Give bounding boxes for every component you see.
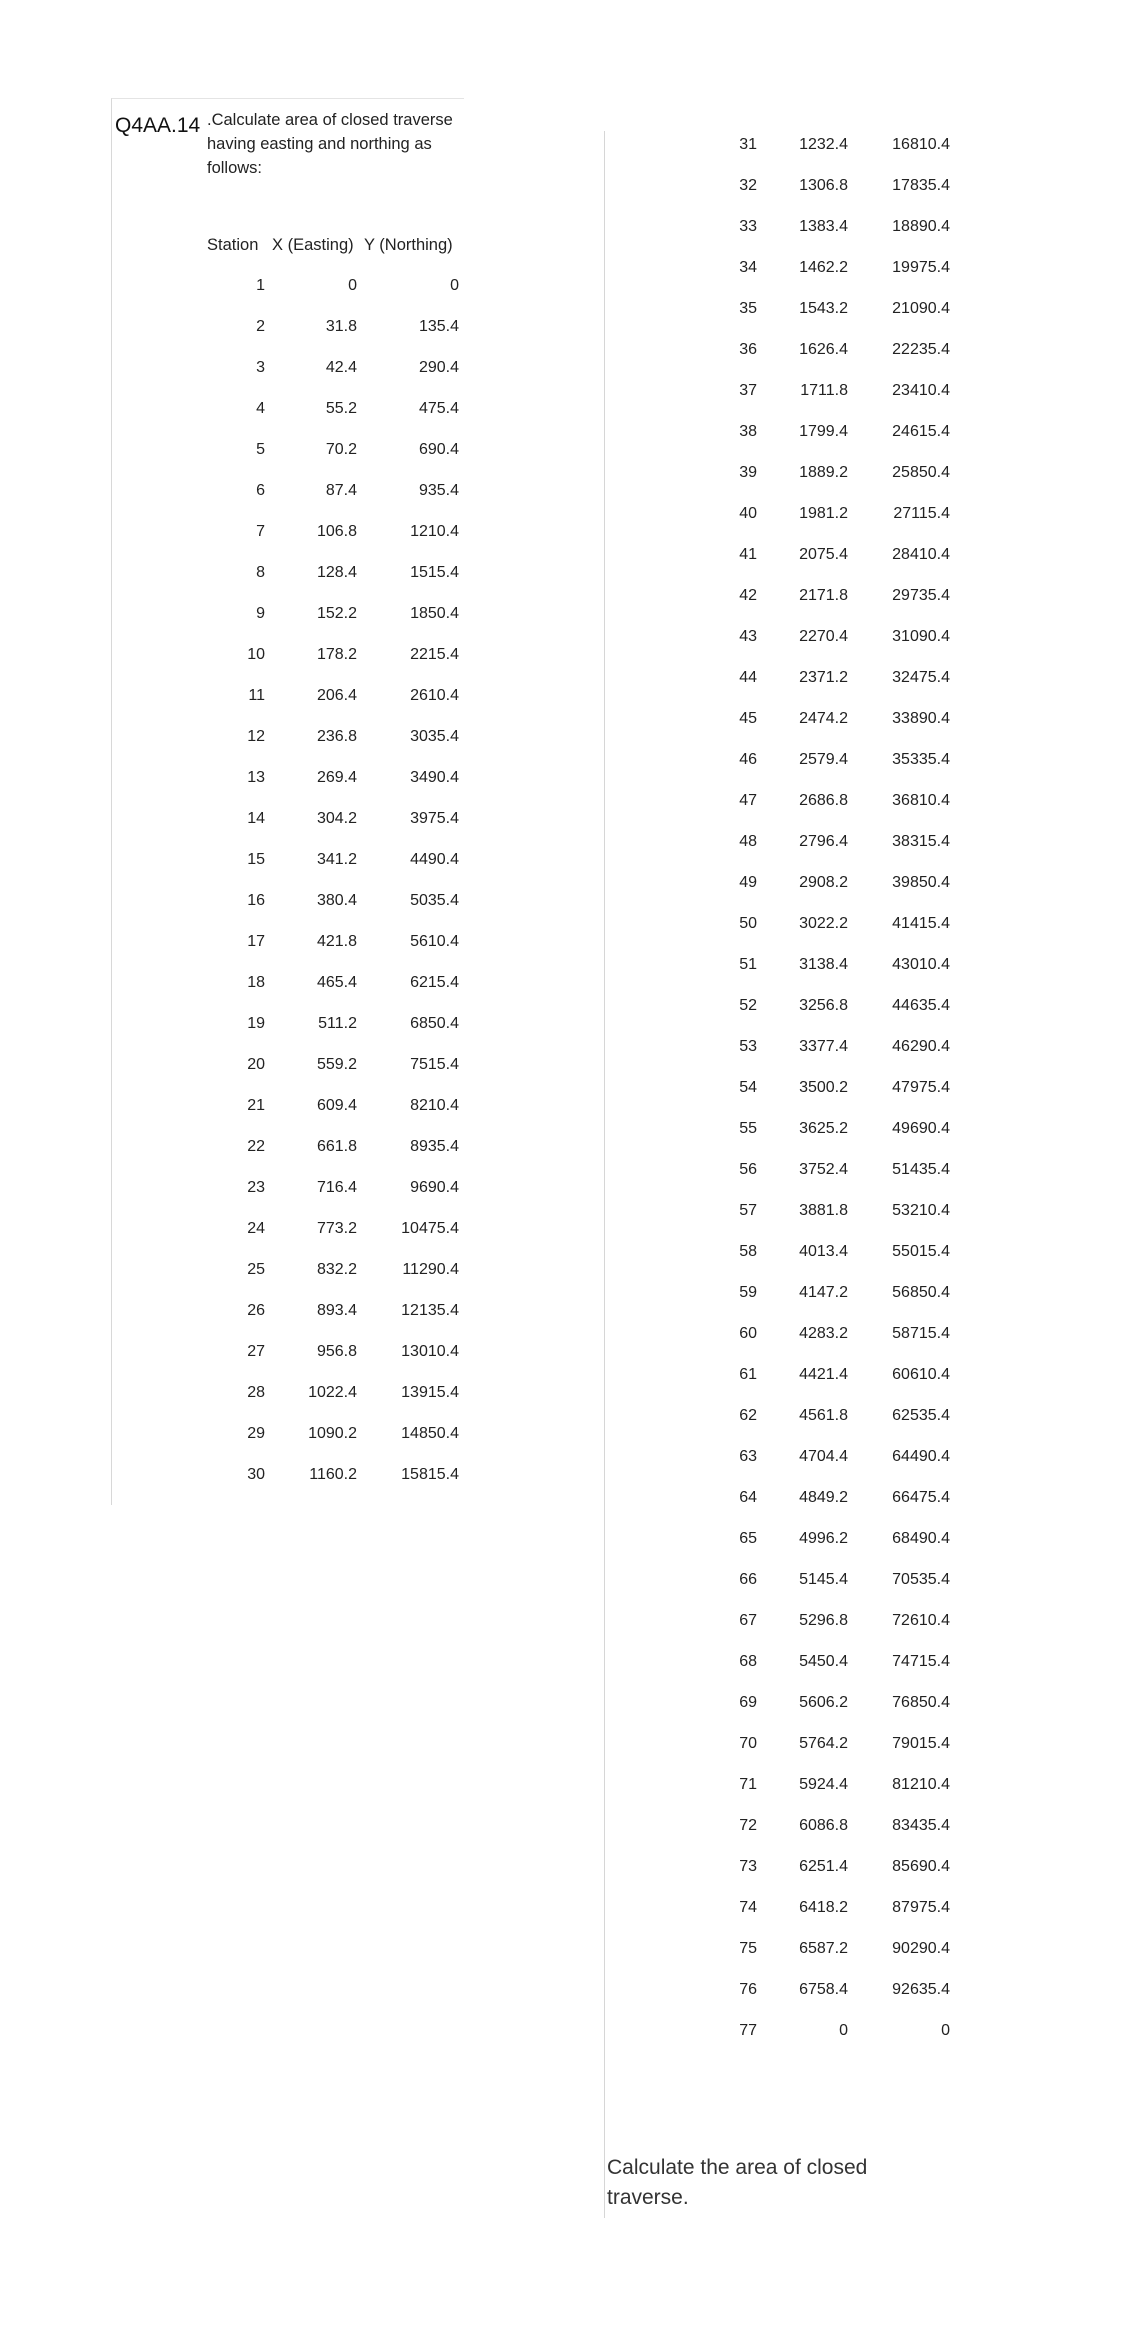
station-cell: 57 [739, 1202, 757, 1219]
northing-cell: 7515.4 [410, 1056, 459, 1073]
easting-cell: 1383.4 [799, 218, 848, 235]
station-cell: 20 [247, 1056, 265, 1073]
northing-cell: 5035.4 [410, 892, 459, 909]
station-cell: 5 [256, 441, 265, 458]
northing-cell: 44635.4 [892, 997, 950, 1014]
northing-cell: 21090.4 [892, 300, 950, 317]
northing-cell: 33890.4 [892, 710, 950, 727]
easting-cell: 4283.2 [799, 1325, 848, 1342]
northing-cell: 79015.4 [892, 1735, 950, 1752]
station-cell: 11 [248, 687, 265, 704]
easting-cell: 3138.4 [799, 956, 848, 973]
easting-cell: 2686.8 [799, 792, 848, 809]
easting-cell: 3881.8 [799, 1202, 848, 1219]
easting-cell: 716.4 [316, 1179, 357, 1196]
northing-cell: 85690.4 [892, 1858, 950, 1875]
northing-cell: 55015.4 [892, 1243, 950, 1260]
easting-cell: 0 [348, 277, 357, 294]
northing-cell: 475.4 [418, 400, 459, 417]
station-cell: 6 [256, 482, 265, 499]
northing-cell: 39850.4 [892, 874, 950, 891]
station-cell: 30 [247, 1466, 265, 1483]
northing-cell: 9690.4 [410, 1179, 459, 1196]
station-cell: 51 [739, 956, 757, 973]
northing-cell: 3975.4 [410, 810, 459, 827]
northing-cell: 66475.4 [892, 1489, 950, 1506]
station-cell: 15 [247, 851, 265, 868]
easting-cell: 70.2 [325, 441, 357, 458]
station-cell: 65 [739, 1530, 757, 1547]
northing-cell: 35335.4 [892, 751, 950, 768]
easting-cell: 5764.2 [799, 1735, 848, 1752]
northing-cell: 70535.4 [892, 1571, 950, 1588]
northing-cell: 74715.4 [892, 1653, 950, 1670]
station-cell: 52 [739, 997, 757, 1014]
easting-cell: 2579.4 [799, 751, 848, 768]
northing-cell: 83435.4 [892, 1817, 950, 1834]
station-cell: 3 [256, 359, 265, 376]
easting-cell: 559.2 [316, 1056, 357, 1073]
easting-cell: 465.4 [316, 974, 357, 991]
station-cell: 18 [247, 974, 265, 991]
station-cell: 68 [739, 1653, 757, 1670]
northing-cell: 29735.4 [892, 587, 950, 604]
station-cell: 19 [247, 1015, 265, 1032]
northing-cell: 8935.4 [410, 1138, 459, 1155]
easting-cell: 55.2 [325, 400, 357, 417]
station-cell: 14 [247, 810, 265, 827]
easting-cell: 2270.4 [799, 628, 848, 645]
northing-cell: 92635.4 [892, 1981, 950, 1998]
easting-cell: 31.8 [325, 318, 357, 335]
station-cell: 72 [739, 1817, 757, 1834]
northing-cell: 47975.4 [892, 1079, 950, 1096]
easting-cell: 6418.2 [799, 1899, 848, 1916]
northing-cell: 90290.4 [892, 1940, 950, 1957]
northing-cell: 36810.4 [892, 792, 950, 809]
northing-cell: 14850.4 [401, 1425, 459, 1442]
northing-cell: 15815.4 [401, 1466, 459, 1483]
easting-cell: 5145.4 [799, 1571, 848, 1588]
station-cell: 32 [739, 177, 757, 194]
easting-cell: 5924.4 [799, 1776, 848, 1793]
easting-cell: 6251.4 [799, 1858, 848, 1875]
easting-cell: 4013.4 [799, 1243, 848, 1260]
easting-cell: 0 [839, 2022, 848, 2039]
station-cell: 27 [247, 1343, 265, 1360]
station-cell: 47 [739, 792, 757, 809]
station-cell: 1 [256, 277, 265, 294]
station-cell: 54 [739, 1079, 757, 1096]
easting-cell: 2796.4 [799, 833, 848, 850]
station-cell: 39 [739, 464, 757, 481]
easting-cell: 773.2 [316, 1220, 357, 1237]
northing-cell: 81210.4 [892, 1776, 950, 1793]
northing-cell: 51435.4 [892, 1161, 950, 1178]
easting-cell: 1160.2 [309, 1466, 357, 1483]
header-northing: Y (Northing) [364, 236, 453, 254]
easting-cell: 511.2 [318, 1015, 357, 1032]
station-cell: 59 [739, 1284, 757, 1301]
station-cell: 67 [739, 1612, 757, 1629]
header-easting: X (Easting) [272, 236, 354, 254]
easting-cell: 3256.8 [799, 997, 848, 1014]
northing-cell: 41415.4 [892, 915, 950, 932]
northing-cell: 16810.4 [892, 136, 950, 153]
easting-cell: 661.8 [316, 1138, 357, 1155]
northing-cell: 1210.4 [410, 523, 459, 540]
easting-cell: 1799.4 [799, 423, 848, 440]
easting-cell: 1889.2 [799, 464, 848, 481]
station-cell: 40 [739, 505, 757, 522]
northing-cell: 8210.4 [410, 1097, 459, 1114]
easting-cell: 421.8 [316, 933, 357, 950]
northing-cell: 32475.4 [892, 669, 950, 686]
northing-cell: 64490.4 [892, 1448, 950, 1465]
easting-cell: 4849.2 [799, 1489, 848, 1506]
station-cell: 44 [739, 669, 757, 686]
northing-cell: 1850.4 [410, 605, 459, 622]
northing-cell: 290.4 [418, 359, 459, 376]
northing-cell: 6215.4 [410, 974, 459, 991]
northing-cell: 6850.4 [410, 1015, 459, 1032]
easting-cell: 4704.4 [799, 1448, 848, 1465]
header-station: Station [207, 236, 259, 254]
easting-cell: 956.8 [316, 1343, 357, 1360]
easting-cell: 6758.4 [799, 1981, 848, 1998]
northing-cell: 38315.4 [892, 833, 950, 850]
station-cell: 29 [247, 1425, 265, 1442]
easting-cell: 5606.2 [799, 1694, 848, 1711]
easting-cell: 6587.2 [799, 1940, 848, 1957]
northing-cell: 13010.4 [401, 1343, 459, 1360]
question-text: .Calculate area of closed traverse having easting and northing as follows: [207, 111, 453, 177]
northing-cell: 935.4 [418, 482, 459, 499]
station-cell: 50 [739, 915, 757, 932]
northing-cell: 68490.4 [892, 1530, 950, 1547]
station-cell: 22 [247, 1138, 265, 1155]
station-cell: 74 [739, 1899, 757, 1916]
easting-cell: 206.4 [316, 687, 357, 704]
station-cell: 42 [739, 587, 757, 604]
easting-cell: 3752.4 [799, 1161, 848, 1178]
easting-cell: 5296.8 [799, 1612, 848, 1629]
station-cell: 10 [247, 646, 265, 663]
northing-cell: 24615.4 [892, 423, 950, 440]
station-cell: 66 [739, 1571, 757, 1588]
easting-cell: 2371.2 [799, 669, 848, 686]
station-cell: 64 [739, 1489, 757, 1506]
easting-cell: 832.2 [316, 1261, 357, 1278]
easting-cell: 2075.4 [799, 546, 848, 563]
station-cell: 2 [256, 318, 265, 335]
station-cell: 17 [247, 933, 265, 950]
northing-cell: 2610.4 [410, 687, 459, 704]
station-cell: 62 [739, 1407, 757, 1424]
station-cell: 34 [739, 259, 757, 276]
station-cell: 33 [739, 218, 757, 235]
easting-cell: 4996.2 [799, 1530, 848, 1547]
northing-cell: 18890.4 [892, 218, 950, 235]
easting-cell: 4421.4 [799, 1366, 848, 1383]
easting-cell: 304.2 [316, 810, 357, 827]
northing-cell: 58715.4 [892, 1325, 950, 1342]
station-cell: 21 [247, 1097, 265, 1114]
northing-cell: 31090.4 [892, 628, 950, 645]
easting-cell: 1711.8 [800, 382, 848, 399]
easting-cell: 1981.2 [799, 505, 848, 522]
northing-cell: 49690.4 [892, 1120, 950, 1137]
station-cell: 23 [247, 1179, 265, 1196]
station-cell: 70 [739, 1735, 757, 1752]
station-cell: 58 [739, 1243, 757, 1260]
question-id: Q4AA.14 [115, 114, 201, 137]
northing-cell: 46290.4 [892, 1038, 950, 1055]
easting-cell: 128.4 [316, 564, 357, 581]
northing-cell: 87975.4 [892, 1899, 950, 1916]
northing-cell: 23410.4 [892, 382, 950, 399]
station-cell: 26 [247, 1302, 265, 1319]
station-cell: 46 [739, 751, 757, 768]
station-cell: 36 [739, 341, 757, 358]
northing-cell: 10475.4 [401, 1220, 459, 1237]
station-cell: 60 [739, 1325, 757, 1342]
northing-cell: 17835.4 [892, 177, 950, 194]
easting-cell: 1462.2 [799, 259, 848, 276]
northing-cell: 0 [450, 277, 459, 294]
station-cell: 16 [247, 892, 265, 909]
easting-cell: 152.2 [316, 605, 357, 622]
easting-cell: 5450.4 [799, 1653, 848, 1670]
northing-cell: 12135.4 [401, 1302, 459, 1319]
footer-prompt: Calculate the area of closed traverse. [607, 2156, 868, 2209]
easting-cell: 106.8 [316, 523, 357, 540]
easting-cell: 42.4 [325, 359, 357, 376]
northing-cell: 43010.4 [892, 956, 950, 973]
station-cell: 55 [739, 1120, 757, 1137]
station-cell: 45 [739, 710, 757, 727]
station-cell: 41 [739, 546, 757, 563]
easting-cell: 1543.2 [799, 300, 848, 317]
northing-cell: 135.4 [418, 318, 459, 335]
northing-cell: 53210.4 [892, 1202, 950, 1219]
easting-cell: 380.4 [316, 892, 357, 909]
easting-cell: 1626.4 [799, 341, 848, 358]
station-cell: 37 [739, 382, 757, 399]
northing-cell: 0 [941, 2022, 950, 2039]
easting-cell: 1306.8 [799, 177, 848, 194]
northing-cell: 3035.4 [410, 728, 459, 745]
northing-cell: 72610.4 [892, 1612, 950, 1629]
northing-cell: 22235.4 [892, 341, 950, 358]
station-cell: 71 [739, 1776, 757, 1793]
northing-cell: 25850.4 [892, 464, 950, 481]
northing-cell: 2215.4 [410, 646, 459, 663]
station-cell: 63 [739, 1448, 757, 1465]
easting-cell: 269.4 [316, 769, 357, 786]
station-cell: 31 [739, 136, 757, 153]
easting-cell: 609.4 [316, 1097, 357, 1114]
easting-cell: 1232.4 [799, 136, 848, 153]
northing-cell: 1515.4 [410, 564, 459, 581]
easting-cell: 2474.2 [799, 710, 848, 727]
easting-cell: 236.8 [316, 728, 357, 745]
station-cell: 12 [247, 728, 265, 745]
easting-cell: 87.4 [325, 482, 357, 499]
northing-cell: 28410.4 [892, 546, 950, 563]
easting-cell: 3500.2 [799, 1079, 848, 1096]
northing-cell: 11290.4 [402, 1261, 459, 1278]
station-cell: 9 [256, 605, 265, 622]
easting-cell: 1022.4 [308, 1384, 357, 1401]
easting-cell: 178.2 [316, 646, 357, 663]
easting-cell: 4561.8 [799, 1407, 848, 1424]
station-cell: 76 [739, 1981, 757, 1998]
easting-cell: 2908.2 [799, 874, 848, 891]
station-cell: 38 [739, 423, 757, 440]
easting-cell: 3022.2 [799, 915, 848, 932]
station-cell: 69 [739, 1694, 757, 1711]
station-cell: 43 [739, 628, 757, 645]
easting-cell: 893.4 [316, 1302, 357, 1319]
station-cell: 4 [256, 400, 265, 417]
northing-cell: 56850.4 [892, 1284, 950, 1301]
northing-cell: 5610.4 [410, 933, 459, 950]
station-cell: 24 [247, 1220, 265, 1237]
station-cell: 8 [256, 564, 265, 581]
easting-cell: 341.2 [316, 851, 357, 868]
station-cell: 53 [739, 1038, 757, 1055]
easting-cell: 6086.8 [799, 1817, 848, 1834]
northing-cell: 3490.4 [410, 769, 459, 786]
easting-cell: 2171.8 [799, 587, 848, 604]
station-cell: 28 [247, 1384, 265, 1401]
station-cell: 77 [739, 2022, 757, 2039]
station-cell: 73 [739, 1858, 757, 1875]
northing-cell: 27115.4 [893, 505, 950, 522]
station-cell: 61 [739, 1366, 757, 1383]
northing-cell: 13915.4 [401, 1384, 459, 1401]
northing-cell: 62535.4 [892, 1407, 950, 1424]
station-cell: 25 [247, 1261, 265, 1278]
easting-cell: 3625.2 [799, 1120, 848, 1137]
station-cell: 56 [739, 1161, 757, 1178]
easting-cell: 3377.4 [799, 1038, 848, 1055]
easting-cell: 1090.2 [308, 1425, 357, 1442]
station-cell: 49 [739, 874, 757, 891]
station-cell: 48 [739, 833, 757, 850]
easting-cell: 4147.2 [799, 1284, 848, 1301]
northing-cell: 60610.4 [892, 1366, 950, 1383]
northing-cell: 4490.4 [410, 851, 459, 868]
station-cell: 7 [256, 523, 265, 540]
station-cell: 13 [247, 769, 265, 786]
northing-cell: 76850.4 [892, 1694, 950, 1711]
northing-cell: 19975.4 [892, 259, 950, 276]
northing-cell: 690.4 [418, 441, 459, 458]
station-cell: 75 [739, 1940, 757, 1957]
station-cell: 35 [739, 300, 757, 317]
